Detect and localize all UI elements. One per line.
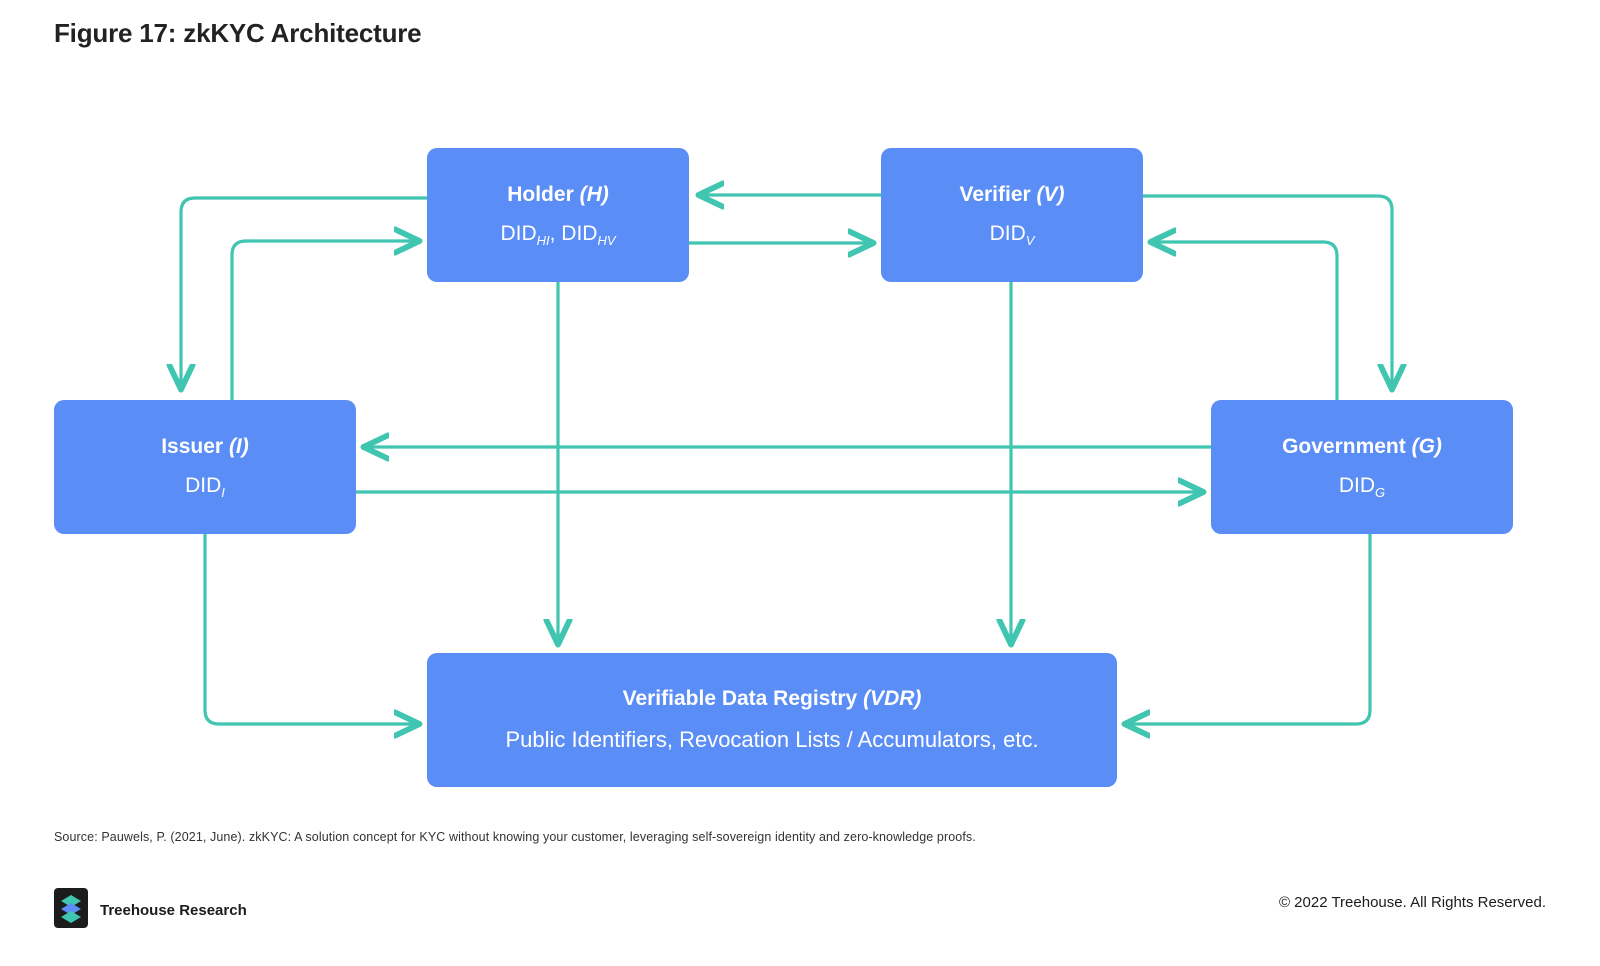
brand (54, 888, 247, 933)
node-verifier-title: Verifier (V) (959, 182, 1065, 206)
node-vdr-detail: Public Identifiers, Revocation Lists / Accumulators, etc. (505, 727, 1039, 753)
source-note: Source: Pauwels, P. (2021, June). zkKYC: A solution concept for KYC without knowing your customer, leveraging self-sovereign identity and zero-knowledge proofs. (54, 830, 976, 844)
node-holder-did: $DID_{HI}$, $DID_{HV}$ (500, 221, 616, 248)
edge-issuer-to-vdr (205, 534, 418, 724)
figure-title: Figure 17: zkKYC Architecture (54, 18, 422, 48)
node-verifier-did: $DID_V$ (989, 221, 1035, 248)
brand-name: Treehouse Research (100, 902, 247, 919)
edge-holder-to-issuer (181, 198, 427, 388)
edge-government-to-verifier (1152, 242, 1337, 400)
node-issuer-did: $DID_I$ (185, 473, 225, 500)
treehouse-logo-icon (54, 888, 88, 933)
edge-issuer-to-holder (232, 241, 418, 400)
node-government[interactable] (1211, 400, 1513, 534)
node-holder-title: Holder (H) (507, 182, 609, 206)
footer (0, 880, 1600, 950)
node-issuer[interactable] (54, 400, 356, 534)
node-government-did: $DID_G$ (1338, 473, 1386, 500)
node-vdr-title: Verifiable Data Registry (VDR) (622, 687, 922, 711)
node-verifiable-data-registry[interactable] (427, 653, 1117, 787)
node-verifier[interactable] (881, 148, 1143, 282)
node-issuer-title: Issuer (I) (161, 434, 249, 458)
edge-government-to-vdr (1126, 534, 1370, 724)
node-government-title: Government (G) (1282, 434, 1442, 458)
node-holder[interactable] (427, 148, 689, 282)
copyright: © 2022 Treehouse. All Rights Reserved. (1278, 894, 1546, 911)
edge-verifier-to-government (1143, 196, 1392, 388)
